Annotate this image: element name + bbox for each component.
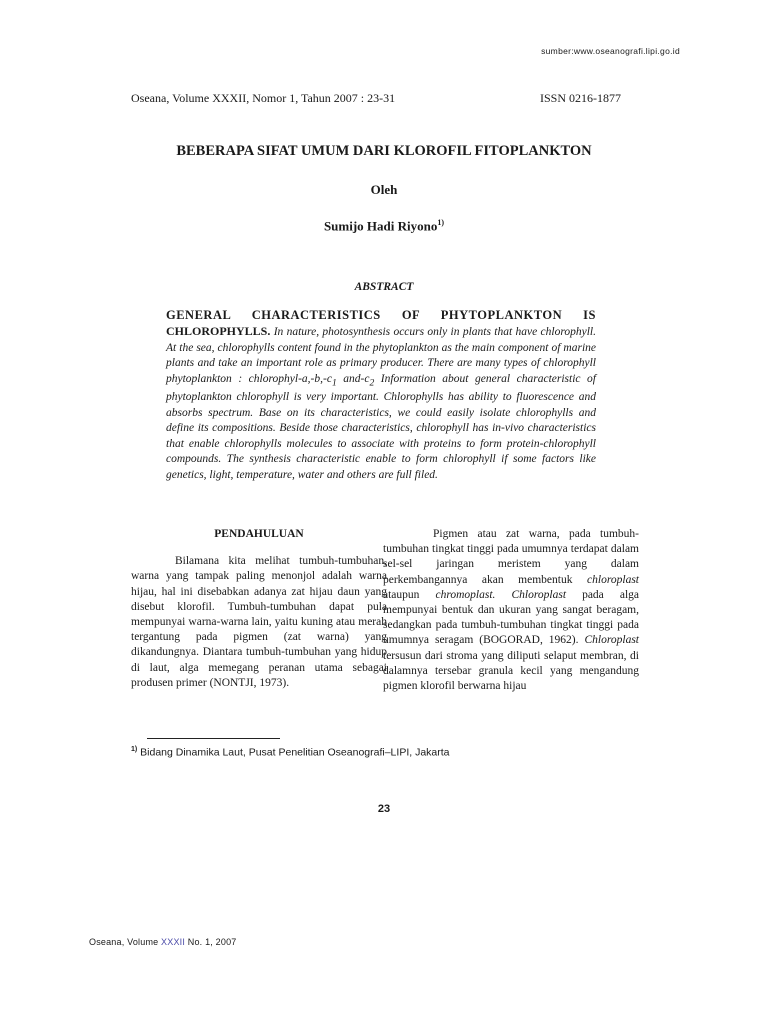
- text-run: pada alga mempunyai bentuk dan ukuran yang sangat beragam, sedangkan pada tumbuh-tumbuhan tingkat tinggi pada umumnya seragam (BOGORAD, 1962).: [383, 588, 639, 647]
- left-column: [131, 527, 387, 691]
- italic-term: chloroplast: [587, 573, 639, 586]
- italic-term: Chloroplast: [511, 588, 567, 601]
- text-run: ataupun: [383, 588, 436, 601]
- abstract-text-1: In nature, photosynthesis occurs only in plants that have chlorophyll. At the sea, chlorophylls content found in the phytoplankton as the main component of marine plants and take an important role as primary producer. There are many types of chlorophyll phytoplankton : chlorophyl-a,-b,-c: [166, 326, 596, 385]
- footnote-text: Bidang Dinamika Laut, Pusat Penelitian Oseanografi–LIPI, Jakarta: [137, 746, 450, 759]
- abstract-text-2: and-c: [336, 372, 370, 385]
- author: [0, 218, 768, 234]
- italic-term: chromoplast.: [435, 588, 496, 601]
- article-title: BEBERAPA SIFAT UMUM DARI KLOROFIL FITOPLANKTON: [176, 143, 592, 159]
- text-run: [495, 589, 511, 601]
- footnote: [131, 746, 450, 759]
- source-url: sumber:www.oseanografi.lipi.go.id: [541, 46, 680, 56]
- pigment-paragraph: [383, 527, 639, 694]
- author-name: Sumijo Hadi Riyono: [323, 218, 438, 234]
- abstract-body: [166, 324, 596, 483]
- abstract-text-3: Information about general characteristic of phytoplankton chlorophyll is very important. Chlorophylls has ability to fluorescence and absorbs spectrum. Base on its characteristics, we could easily isolate chlorophylls and define its compositions. Beside those characteristics, chlorophyll has in-vivo characteristics that enable chlorophylls molecules to associate with proteins to form protein-chlorophyll compounds. The synthesis characteristic enable to form chlorophyll if some factors like genetics, light, temperature, water and others are full filed.: [166, 372, 596, 481]
- abstract-heading: ABSTRACT: [354, 281, 414, 293]
- abstract-sub-1: 1: [331, 376, 337, 388]
- footnote-rule: [147, 738, 280, 739]
- abstract: [166, 306, 596, 483]
- byline: Oleh: [370, 182, 398, 197]
- footer-volume: XXXII: [161, 937, 186, 947]
- text-run: Pigmen atau zat warna, pada tumbuh-tumbuhan tingkat tinggi pada umumnya terdapat dalam sel-sel jaringan meristem yang dalam perkembangannya akan membentuk: [383, 528, 639, 586]
- footnote-marker: 1): [131, 746, 138, 753]
- abstract-sub-2: 2: [369, 376, 375, 388]
- right-column: [383, 527, 639, 694]
- author-marker: 1): [437, 218, 445, 227]
- italic-term: Chloroplast: [584, 634, 639, 647]
- footer-suffix: No. 1, 2007: [185, 937, 237, 947]
- page-footer: [89, 937, 237, 947]
- abstract-title-cont: CHLOROPHYLLS.: [166, 324, 271, 338]
- intro-paragraph: Bilamana kita melihat tumbuh-tumbuhan, warna yang tampak paling menonjol adalah warna hijau, hal ini disebabkan adanya zat hijau daun yang disebut klorofil. Tumbuh-tumbuhan dapat pula mempunyai warna-warna lain, yaitu kuning atau merah tergantung pada pigmen (zat warna) yang dikandungnya. Diantara tumbuh-tumbuhan yang hidup di laut, alga memegang peranan utama sebagai produsen primer (NONTJI, 1973).: [131, 555, 387, 689]
- issn: ISSN 0216-1877: [540, 91, 622, 105]
- journal-citation: Oseana, Volume XXXII, Nomor 1, Tahun 2007 : 23-31: [131, 91, 396, 105]
- abstract-title: GENERAL CHARACTERISTICS OF PHYTOPLANKTON IS: [166, 308, 596, 322]
- footer-prefix: Oseana, Volume: [89, 937, 162, 947]
- text-run: tersusun dari stroma yang diliputi selaput membran, di dalamnya tersebar granula kecil yang mengandung pigmen klorofil berwarna hijau: [383, 649, 639, 693]
- section-heading: PENDAHULUAN: [214, 528, 304, 540]
- page-number: 23: [377, 803, 391, 815]
